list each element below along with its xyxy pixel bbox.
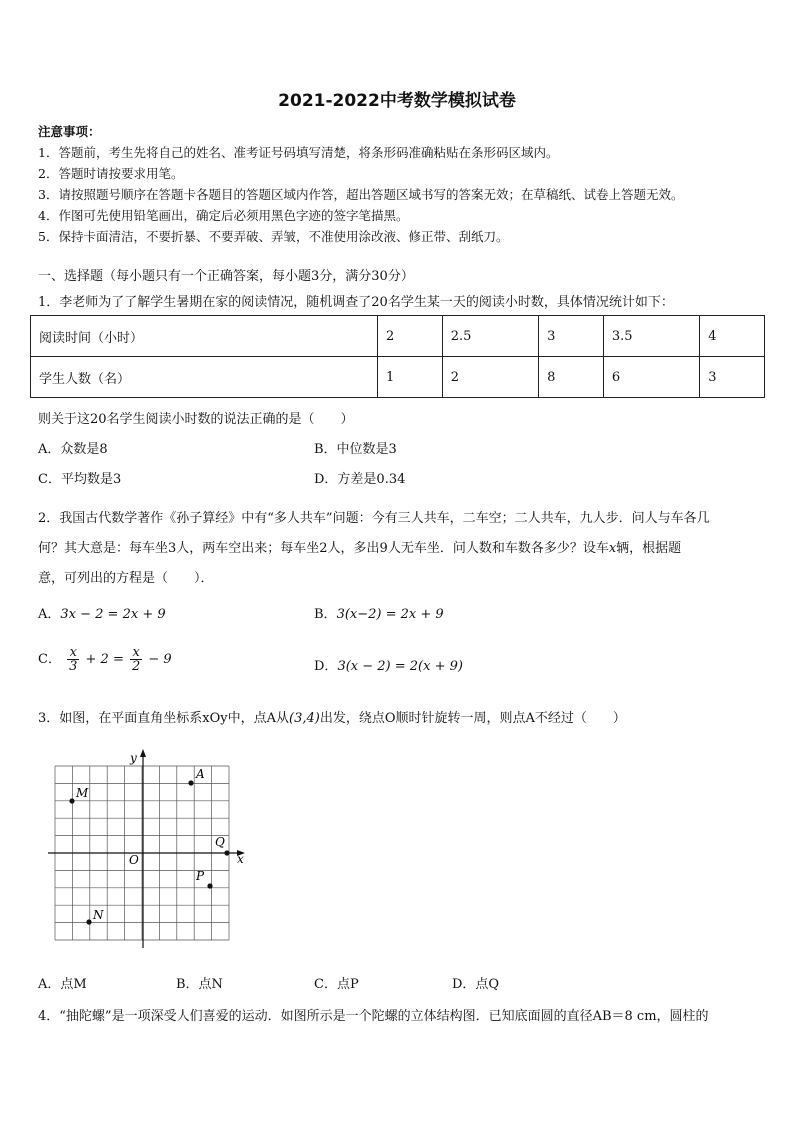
point-q-label: Q bbox=[215, 835, 225, 849]
q3-option-c[interactable]: C．点P bbox=[314, 977, 359, 992]
table-cell: 2 bbox=[378, 316, 443, 357]
denominator: 3 bbox=[69, 659, 78, 674]
notice-item: 3．请按照题号顺序在答题卡各题目的答题区域内作答，超出答题区域书写的答案无效；在草稿纸、试卷上答题无效。 bbox=[38, 187, 684, 202]
q3-stem-text: 出发，绕点O顺时针旋转一周，则点A不经过（ ） bbox=[319, 711, 626, 726]
option-label: A． bbox=[38, 607, 61, 622]
notice-item: 1．答题前，考生先将自己的姓名、准考证号码填写清楚，将条形码准确粘贴在条形码区域内。 bbox=[38, 145, 559, 160]
notice-heading: 注意事项： bbox=[38, 124, 101, 139]
table-cell: 3 bbox=[539, 316, 604, 357]
q3-option-a[interactable]: A．点M bbox=[38, 977, 87, 992]
q1-option-c[interactable]: C．平均数是3 bbox=[38, 472, 122, 487]
table-row bbox=[31, 316, 765, 357]
q2-stem-line3: 意，可列出的方程是（ ）． bbox=[38, 571, 214, 586]
fraction bbox=[130, 646, 142, 673]
point-p bbox=[207, 883, 212, 888]
denominator: 2 bbox=[131, 659, 141, 674]
equation: 3(x − 2) = 2(x + 9) bbox=[337, 659, 463, 674]
numerator: x bbox=[67, 646, 79, 660]
point-p-label: P bbox=[196, 869, 205, 883]
table-cell: 阅读时间（小时） bbox=[31, 316, 378, 357]
numerator: x bbox=[130, 646, 142, 660]
table-cell: 6 bbox=[603, 357, 699, 398]
q1-option-d[interactable]: D．方差是0.34 bbox=[314, 472, 406, 487]
equation: 3(x−2) = 2x + 9 bbox=[336, 607, 444, 622]
fraction bbox=[67, 646, 79, 673]
table-cell: 2 bbox=[442, 357, 538, 398]
exam-title: 2021-2022中考数学模拟试卷 bbox=[278, 91, 516, 111]
option-label: D． bbox=[314, 659, 338, 674]
table-cell: 4 bbox=[700, 316, 765, 357]
reading-table bbox=[30, 315, 765, 398]
q2-option-b[interactable] bbox=[314, 603, 444, 622]
point-n-label: N bbox=[93, 908, 104, 922]
point-m bbox=[69, 798, 74, 803]
point-a bbox=[188, 780, 193, 785]
table-cell: 3.5 bbox=[603, 316, 699, 357]
q3-stem bbox=[38, 707, 626, 726]
table-cell: 2.5 bbox=[442, 316, 538, 357]
table-cell: 学生人数（名） bbox=[31, 357, 378, 398]
point-q bbox=[224, 850, 229, 855]
q2-option-a[interactable] bbox=[38, 603, 166, 622]
q1-question: 则关于这20名学生阅读小时数的说法正确的是（ ） bbox=[38, 412, 354, 427]
point-a-label: A bbox=[196, 767, 205, 781]
y-axis-label: y bbox=[130, 751, 137, 765]
table-row bbox=[31, 357, 765, 398]
equation: 3x − 2 = 2x + 9 bbox=[60, 607, 166, 622]
point-m-label: M bbox=[76, 786, 89, 800]
q4-stem-line1: 4．“抽陀螺”是一项深受人们喜爱的运动．如图所示是一个陀螺的立体结构图．已知底面圆的直径AB＝8 cm，圆柱的 bbox=[38, 1009, 709, 1024]
q3-option-d[interactable]: D．点Q bbox=[452, 977, 500, 992]
option-label: B． bbox=[314, 607, 337, 622]
table-cell: 8 bbox=[539, 357, 604, 398]
q2-variable: x bbox=[608, 541, 617, 556]
q1-option-a[interactable]: A．众数是8 bbox=[38, 442, 108, 457]
equation-part: + 2 = bbox=[85, 652, 124, 667]
table-cell: 1 bbox=[378, 357, 443, 398]
q1-stem: 1．李老师为了了解学生暑期在家的阅读情况，随机调查了20名学生某一天的阅读小时数，具体情况统计如下： bbox=[38, 295, 674, 310]
q2-stem-line1: 2．我国古代数学著作《孙子算经》中有“多人共车”问题：今有三人共车，二车空；二人共车，九人步．问人与车各几 bbox=[38, 511, 710, 526]
q2-option-c[interactable] bbox=[38, 646, 172, 673]
q2-stem-line2 bbox=[38, 537, 681, 556]
y-axis-arrow-icon bbox=[140, 749, 146, 757]
q1-option-b[interactable]: B．中位数是3 bbox=[314, 442, 397, 457]
x-axis-label: x bbox=[237, 852, 244, 866]
equation-part: − 9 bbox=[148, 652, 172, 667]
notice-item: 2．答题时请按要求用笔。 bbox=[38, 166, 184, 181]
notice-item: 5．保持卡面清洁，不要折暴、不要弄破、弄皱，不准使用涂改液、修正带、刮纸刀。 bbox=[38, 229, 509, 244]
q3-stem-text: 3．如图，在平面直角坐标系xOy中，点A从 bbox=[38, 711, 289, 726]
option-label: C． bbox=[38, 652, 61, 667]
point-n bbox=[86, 919, 91, 924]
q2-stem-text: 辆，根据题 bbox=[616, 541, 682, 556]
q2-option-d[interactable] bbox=[314, 655, 463, 674]
q2-stem-text: 何？其大意是：每车坐3人，两车空出来；每车坐2人，多出9人无车坐．问人数和车数各多少？设车 bbox=[38, 541, 609, 556]
coordinate-figure bbox=[40, 745, 260, 955]
table-cell: 3 bbox=[700, 357, 765, 398]
notice-item: 4．作图可先使用铅笔画出，确定后必须用黑色字迹的签字笔描黑。 bbox=[38, 208, 409, 223]
point-coordinate: (3,4) bbox=[289, 711, 320, 726]
q3-option-b[interactable]: B．点N bbox=[176, 977, 223, 992]
section-heading: 一、选择题（每小题只有一个正确答案，每小题3分，满分30分） bbox=[38, 269, 414, 284]
origin-label: O bbox=[129, 853, 139, 867]
